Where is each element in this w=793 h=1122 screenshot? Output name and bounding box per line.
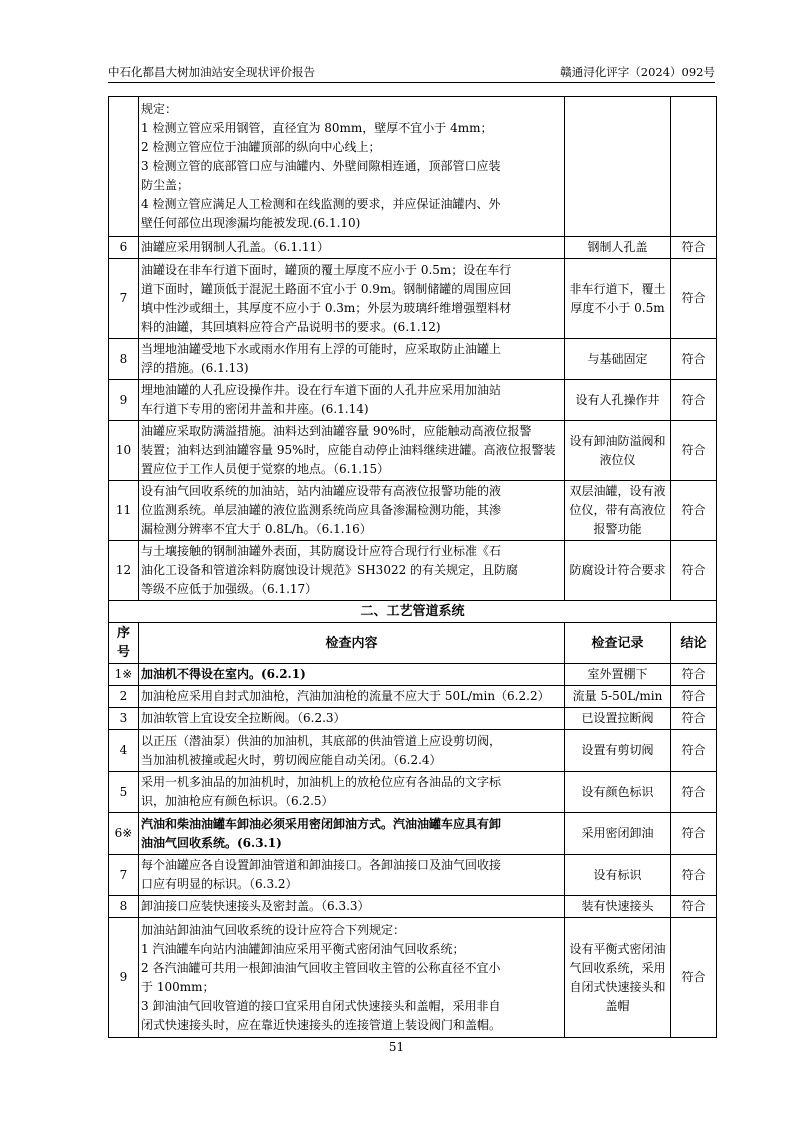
table-row	[109, 855, 717, 896]
content-line: 汽油和柴油油罐车卸油必须采用密闭卸油方式。汽油油罐车应具有卸	[141, 816, 502, 831]
content-line: 设有油气回收系统的加油站，站内油罐应设带有高液位报警功能的液	[141, 484, 502, 498]
content-line: 每个油罐应各自设置卸油管道和卸油接口。各卸油接口及油气回收接	[141, 858, 502, 872]
row-result	[671, 97, 717, 237]
content-line: 油油气回收系统。(6.3.1)	[141, 835, 282, 850]
row-number: 7	[109, 855, 139, 896]
row-record: 流量 5-50L/min	[565, 686, 671, 708]
row-record: 设有卸油防溢阀和液位仪	[565, 421, 671, 481]
content-line: 油罐设在非车行道下面时，罐顶的覆土厚度不应小于 0.5m；设在车行	[141, 262, 512, 277]
row-content	[139, 813, 565, 855]
row-number: 10	[109, 421, 139, 481]
row-content	[139, 664, 565, 686]
row-number: 5	[109, 772, 139, 813]
row-record: 设有平衡式密闭油气回收系统，采用自闭式快速接头和盖帽	[565, 918, 671, 1038]
table-row	[109, 541, 717, 601]
content-line: 加油站卸油油气回收系统的设计应符合下列规定：	[141, 922, 406, 937]
content-line: 加油软管上宜设安全拉断阀。（6.2.3）	[141, 711, 346, 725]
row-content	[139, 896, 565, 918]
content-line: 3 检测立管的底部管口应与油罐内、外壁间隙相连通，顶部管口应装	[141, 159, 501, 173]
row-content	[139, 339, 565, 380]
header-report-title: 中石化都昌大树加油站安全现状评价报告	[108, 65, 315, 79]
content-line: 4 检测立管应满足人工检测和在线监测的要求，并应保证油罐内、外	[141, 197, 501, 211]
table-row	[109, 686, 717, 708]
content-line: 位监测系统。单层油罐的液位监测系统尚应具备渗漏检测功能，其渗	[141, 503, 502, 517]
content-line: 防尘盖；	[141, 178, 190, 192]
row-number: 8	[109, 896, 139, 918]
inspection-table	[108, 96, 717, 1038]
row-result: 符合	[671, 380, 717, 421]
table-row	[109, 339, 717, 380]
content-line: 识，加油枪应有颜色标识。（6.2.5）	[141, 794, 334, 808]
row-number: 12	[109, 541, 139, 601]
column-header-no: 序号	[109, 623, 139, 664]
content-line: 等级不应低于加强级。（6.1.17）	[141, 582, 318, 596]
content-line: 装置；油料达到油罐容量 95%时，应能自动停止油料继续进罐。高液位报警装	[141, 443, 556, 457]
row-result: 符合	[671, 918, 717, 1038]
content-line: 1 汽油罐车向站内油罐卸油应采用平衡式密闭油气回收系统；	[141, 941, 465, 956]
row-result: 符合	[671, 541, 717, 601]
table-row	[109, 237, 717, 259]
row-content	[139, 237, 565, 259]
row-number: 1※	[109, 664, 139, 686]
content-line: 道下面时，罐顶低于混泥土路面不宜小于 0.9m。钢制储罐的周围应回	[141, 281, 512, 296]
row-record: 设有标识	[565, 855, 671, 896]
content-line: 闭式快速接头时，应在靠近快速接头的连接管道上装设阀门和盖帽。	[141, 1017, 502, 1032]
table-row	[109, 664, 717, 686]
content-line: 规定：	[141, 102, 178, 116]
table-row	[109, 481, 717, 541]
row-result: 符合	[671, 708, 717, 730]
row-result: 符合	[671, 259, 717, 339]
content-line: 口应有明显的标识。（6.3.2）	[141, 877, 298, 891]
row-result: 符合	[671, 664, 717, 686]
content-line: 加油机不得设在室内。(6.2.1)	[141, 667, 306, 681]
row-result: 符合	[671, 237, 717, 259]
content-line: 填中性沙或细土，其厚度不应小于 0.3m；外层为玻璃纤维增强塑料材	[141, 300, 512, 315]
row-number: 4	[109, 730, 139, 772]
column-header-content: 检查内容	[139, 623, 565, 664]
table-row	[109, 708, 717, 730]
content-line: 当加油机被撞或起火时，剪切阀应能自动关闭。（6.2.4）	[141, 752, 442, 767]
content-line: 油罐应采用钢制人孔盖。（6.1.11）	[141, 240, 330, 254]
content-line: 采用一机多油品的加油机时，加油机上的放枪位应有各油品的文字标	[141, 775, 502, 789]
row-record	[565, 97, 671, 237]
table-header-row	[109, 623, 717, 664]
section-title-row	[109, 601, 717, 623]
section-title: 二、工艺管道系统	[109, 601, 717, 623]
content-line: 车行道下专用的密闭井盖和井座。(6.1.14)	[141, 402, 369, 416]
content-line: 卸油接口应装快速接头及密封盖。（6.3.3）	[141, 899, 370, 913]
header-report-number: 赣通浔化评字（2024）092号	[560, 65, 715, 79]
row-result: 符合	[671, 421, 717, 481]
row-content	[139, 97, 565, 237]
row-content	[139, 772, 565, 813]
row-result: 符合	[671, 813, 717, 855]
table-row	[109, 730, 717, 772]
content-line: 与土壤接触的钢制油罐外表面，其防腐设计应符合现行行业标准《石	[141, 544, 502, 558]
row-record: 非车行道下，覆土厚度不小于 0.5m	[565, 259, 671, 339]
row-number: 7	[109, 259, 139, 339]
row-record: 与基础固定	[565, 339, 671, 380]
content-line: 埋地油罐的人孔应设操作井。设在行车道下面的人孔井应采用加油站	[141, 383, 502, 397]
row-record: 采用密闭卸油	[565, 813, 671, 855]
content-line: 料的油罐，其回填料应符合产品说明书的要求。(6.1.12)	[141, 319, 441, 334]
row-content	[139, 918, 565, 1038]
row-result: 符合	[671, 772, 717, 813]
row-content	[139, 541, 565, 601]
table-row	[109, 97, 717, 237]
row-record: 装有快速接头	[565, 896, 671, 918]
row-result: 符合	[671, 855, 717, 896]
row-content	[139, 481, 565, 541]
row-record: 双层油罐，设有液位仪，带有高液位报警功能	[565, 481, 671, 541]
content-line: 2 各汽油罐可共用一根卸油油气回收主管回收主管的公称直径不宜小	[141, 960, 501, 975]
row-result: 符合	[671, 730, 717, 772]
content-line: 浮的措施。(6.1.13)	[141, 361, 249, 375]
content-line: 1 检测立管应采用钢管，直径宜为 80mm，壁厚不宜小于 4mm；	[141, 121, 493, 135]
page-header	[108, 62, 715, 83]
content-line: 加油枪应采用自封式加油枪，汽油加油枪的流量不应大于 50L/min（6.2.2）	[141, 689, 550, 703]
row-content	[139, 730, 565, 772]
row-record: 钢制人孔盖	[565, 237, 671, 259]
row-number: 9	[109, 380, 139, 421]
content-line: 壁任何部位出现渗漏均能被发现.(6.1.10)	[141, 216, 361, 230]
page-number: 51	[388, 1040, 405, 1054]
table-row	[109, 772, 717, 813]
content-line: 漏检测分辨率不宜大于 0.8L/h。（6.1.16）	[141, 522, 372, 536]
row-number: 11	[109, 481, 139, 541]
row-content	[139, 421, 565, 481]
column-header-result: 结论	[671, 623, 717, 664]
row-number: 6※	[109, 813, 139, 855]
table-row	[109, 918, 717, 1038]
row-number: 6	[109, 237, 139, 259]
row-content	[139, 855, 565, 896]
content-line: 置应位于工作人员便于觉察的地点。（6.1.15）	[141, 462, 390, 476]
row-number: 8	[109, 339, 139, 380]
row-number: 2	[109, 686, 139, 708]
row-record: 已设置拉断阀	[565, 708, 671, 730]
content-line: 于 100mm；	[141, 979, 215, 994]
row-result: 符合	[671, 481, 717, 541]
table-row	[109, 259, 717, 339]
content-line: 3 卸油油气回收管道的接口宜采用自闭式快速接头和盖帽，采用非自	[141, 998, 501, 1013]
row-content	[139, 708, 565, 730]
row-record: 设置有剪切阀	[565, 730, 671, 772]
content-line: 以正压（潜油泵）供油的加油机，其底部的供油管道上应设剪切阀，	[141, 733, 502, 748]
row-record: 防腐设计符合要求	[565, 541, 671, 601]
row-result: 符合	[671, 896, 717, 918]
column-header-record: 检查记录	[565, 623, 671, 664]
table-row	[109, 813, 717, 855]
row-record: 室外置棚下	[565, 664, 671, 686]
table-row	[109, 896, 717, 918]
row-content	[139, 686, 565, 708]
row-number: 9	[109, 918, 139, 1038]
row-content	[139, 259, 565, 339]
row-record: 设有人孔操作井	[565, 380, 671, 421]
content-line: 油罐应采取防满溢措施。油料达到油罐容量 90%时，应能触动高液位报警	[141, 424, 532, 438]
row-number	[109, 97, 139, 237]
row-content	[139, 380, 565, 421]
content-line: 2 检测立管应位于油罐顶部的纵向中心线上；	[141, 140, 381, 154]
row-record: 设有颜色标识	[565, 772, 671, 813]
content-line: 油化工设备和管道涂料防腐蚀设计规范》SH3022 的有关规定，且防腐	[141, 563, 519, 577]
table-row	[109, 421, 717, 481]
content-line: 当埋地油罐受地下水或雨水作用有上浮的可能时，应采取防止油罐上	[141, 342, 502, 356]
row-result: 符合	[671, 686, 717, 708]
row-number: 3	[109, 708, 139, 730]
row-result: 符合	[671, 339, 717, 380]
table-row	[109, 380, 717, 421]
